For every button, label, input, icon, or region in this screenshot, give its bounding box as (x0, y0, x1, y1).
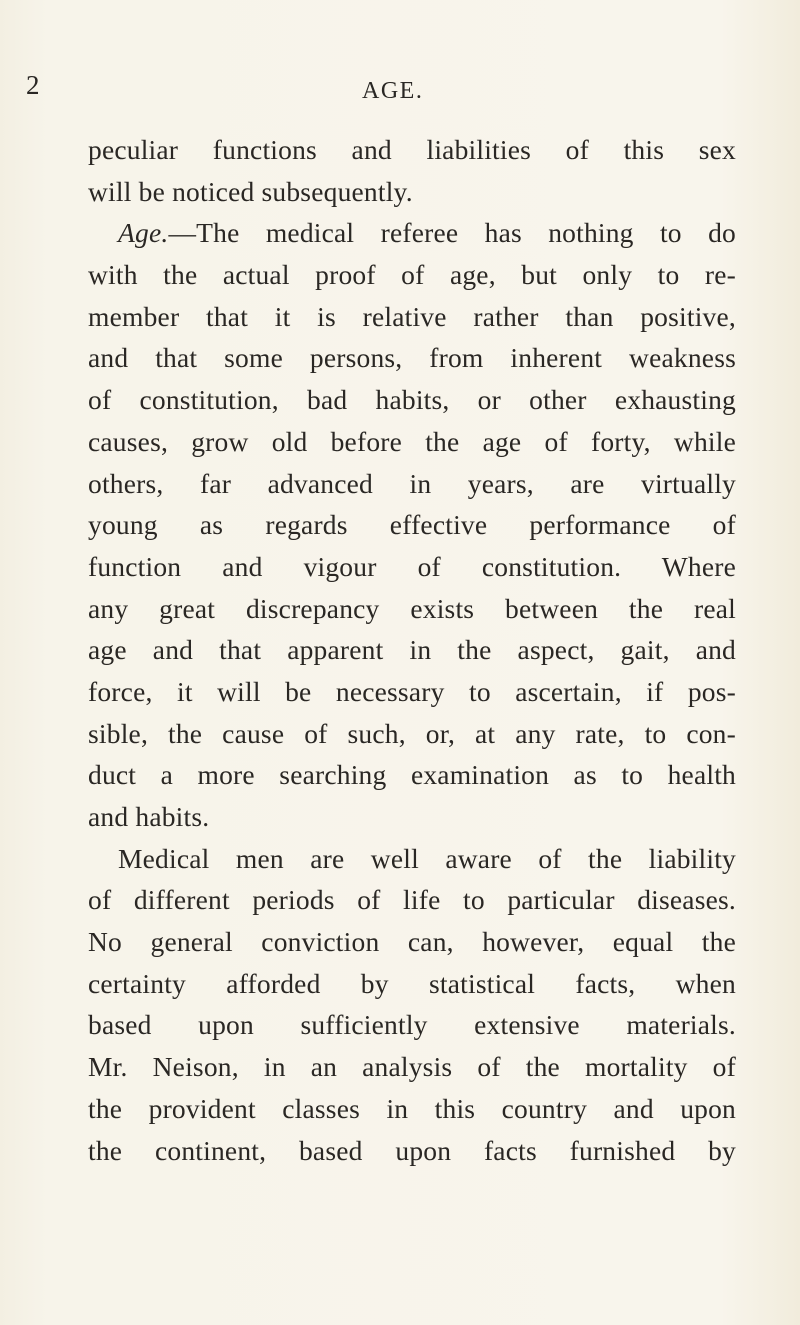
text-line: of different periods of life to particular diseases. (88, 884, 736, 916)
text-line: member that it is relative rather than positive, (88, 300, 736, 332)
text-line: of constitution, bad habits, or other exhausting (88, 384, 736, 416)
text-line: with the actual proof of age, but only to re- (88, 259, 736, 291)
text-line: based upon sufficiently extensive materials. (88, 1009, 736, 1041)
section-heading: Age. (118, 217, 169, 249)
text-line: any great discrepancy exists between the real (88, 592, 736, 624)
running-head: AGE. (362, 78, 424, 104)
text-line: and habits. (88, 801, 210, 832)
text-line: others, far advanced in years, are virtually (88, 467, 736, 499)
text-line: sible, the cause of such, or, at any rate, to con- (88, 717, 736, 749)
text-line: force, it will be necessary to ascertain, if pos- (88, 675, 736, 707)
text-line: Mr. Neison, in an analysis of the mortality of (88, 1051, 736, 1083)
text-line: young as regards effective performance of (88, 509, 736, 541)
page-header (0, 60, 800, 110)
text-line-content: —The medical referee has nothing to do (168, 217, 736, 249)
text-line: age and that apparent in the aspect, gait, and (88, 634, 736, 666)
text-line: and that some persons, from inherent weakness (88, 342, 736, 374)
text-line (88, 212, 736, 254)
text-line: causes, grow old before the age of forty, while (88, 425, 736, 457)
text-line: peculiar functions and liabilities of this sex (88, 134, 736, 165)
text-line: the provident classes in this country and upon (88, 1092, 736, 1124)
text-line: duct a more searching examination as to health (88, 759, 736, 791)
text-line: will be noticed subsequently. (88, 175, 413, 207)
text-line: No general conviction can, however, equal the (88, 926, 736, 958)
body-text (88, 129, 736, 1171)
text-line: Medical men are well aware of the liability (118, 842, 736, 874)
page-number: 2 (26, 70, 40, 100)
text-line: function and vigour of constitution. Where (88, 550, 736, 582)
text-line: the continent, based upon facts furnished by (88, 1134, 736, 1166)
text-line: certainty afforded by statistical facts, when (88, 967, 736, 999)
